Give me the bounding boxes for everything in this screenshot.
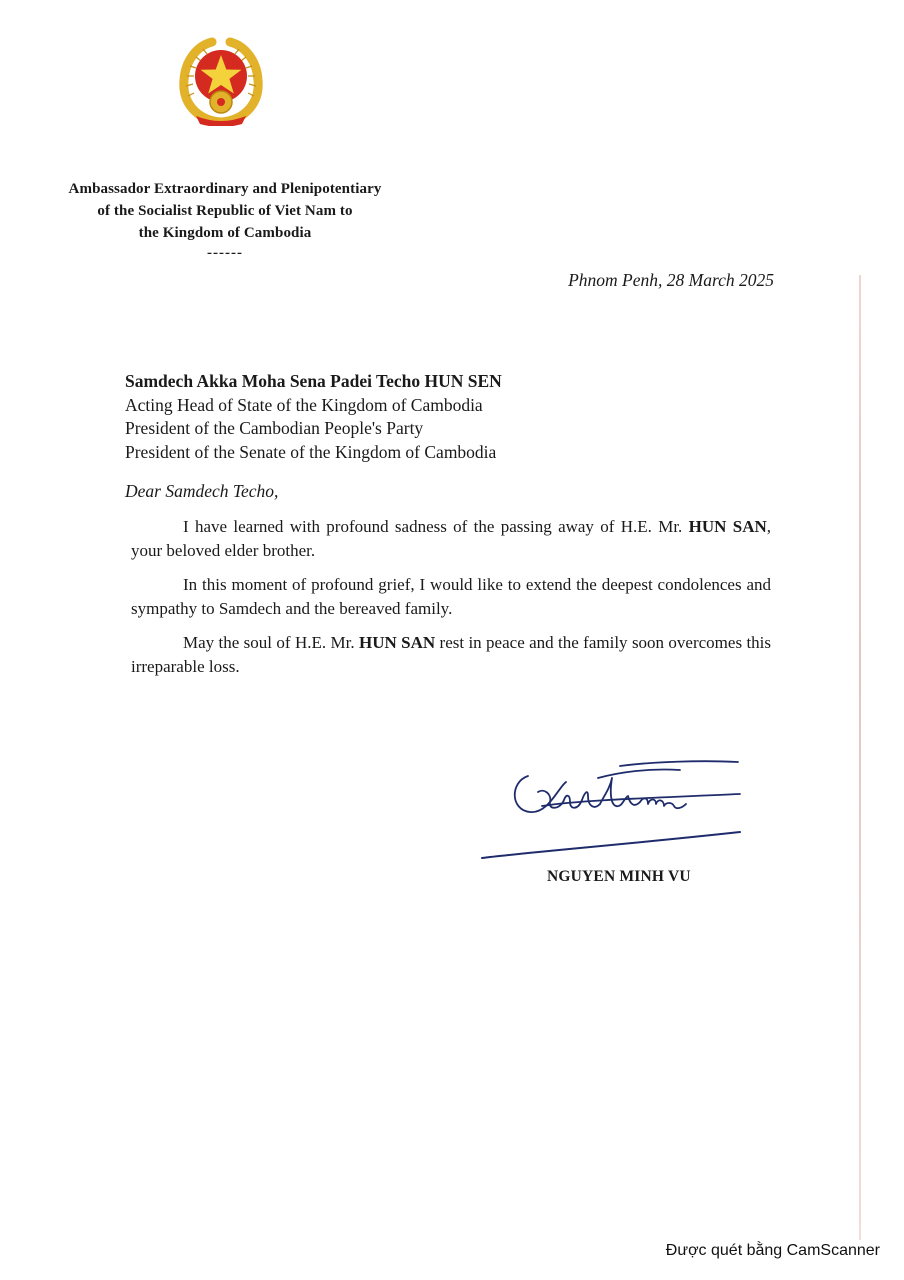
sender-line-2: of the Socialist Republic of Viet Nam to — [97, 203, 353, 219]
body-paragraph-3 — [131, 631, 771, 678]
date-line: Phnom Penh, 28 March 2025 — [568, 270, 774, 290]
recipient-title-3: President of the Senate of the Kingdom of Cambodia — [125, 441, 497, 462]
signer-name: NGUYEN MINH VU — [547, 868, 691, 885]
body-p3-text: May the soul of H.E. Mr. — [183, 633, 355, 652]
scanner-watermark: Được quét bằng CamScanner — [665, 1242, 880, 1259]
page-edge-line — [859, 275, 861, 1240]
recipient-name: Samdech Akka Moha Sena Padei Techo HUN SEN — [125, 371, 502, 391]
body-p3-text-end: rest in peace and the family soon overcomes this irreparable loss. — [131, 633, 772, 676]
recipient-title-1: Acting Head of State of the Kingdom of Cambodia — [125, 394, 483, 415]
body-p1-name: HUN SAN — [688, 517, 767, 536]
salutation: Dear Samdech Techo, — [125, 481, 279, 501]
body-paragraph-1 — [131, 515, 771, 562]
sender-block — [40, 178, 410, 260]
body-p1-text: I have learned with profound sadness of the passing away of H.E. Mr. — [183, 517, 683, 536]
recipient-block — [125, 370, 502, 464]
sender-line-3: the Kingdom of Cambodia — [138, 225, 312, 241]
letter-body — [131, 515, 771, 689]
body-paragraph-2: In this moment of profound grief, I would like to extend the deepest condolences and sympathy to Samdech and the bereaved family. — [131, 575, 771, 618]
recipient-title-2: President of the Cambodian People's Party — [125, 418, 424, 438]
national-emblem-icon — [178, 36, 264, 126]
handwritten-signature — [470, 748, 770, 868]
sender-separator: ------ — [207, 245, 243, 261]
body-p3-name: HUN SAN — [358, 633, 436, 652]
body-p1-text-end: , your beloved elder brother. — [131, 517, 771, 560]
sender-line-1: Ambassador Extraordinary and Plenipotentiary — [68, 181, 382, 197]
